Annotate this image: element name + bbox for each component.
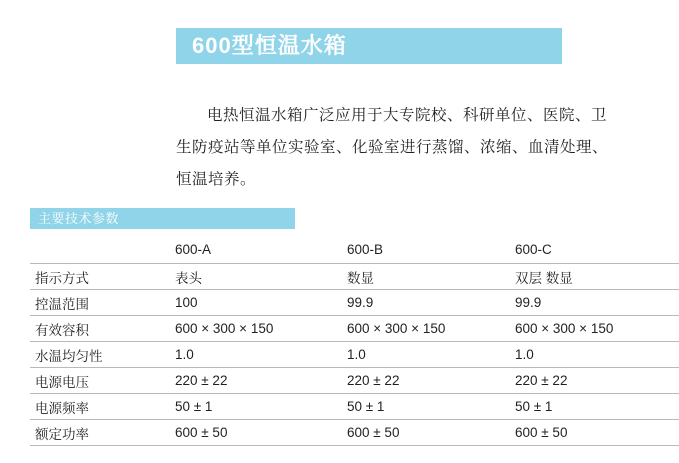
row-value-b: 数显 <box>342 264 510 290</box>
row-value-c: 50 ± 1 <box>510 394 679 420</box>
row-value-c: 双层 数显 <box>510 264 679 290</box>
row-label: 电源频率 <box>30 394 170 420</box>
row-value-b: 99.9 <box>342 290 510 316</box>
row-value-b: 600 × 300 × 150 <box>342 316 510 342</box>
specifications-table <box>30 236 679 446</box>
row-value-c: 99.9 <box>510 290 679 316</box>
section-header-label: 主要技术参数 <box>38 211 120 226</box>
row-value-b: 1.0 <box>342 342 510 368</box>
table-row <box>30 290 679 316</box>
column-header-600-b: 600-B <box>342 236 510 264</box>
row-value-a: 100 <box>170 290 342 316</box>
table-row <box>30 394 679 420</box>
row-label: 有效容积 <box>30 316 170 342</box>
row-value-a: 1.0 <box>170 342 342 368</box>
table-row <box>30 420 679 446</box>
table-row <box>30 316 679 342</box>
table-row <box>30 368 679 394</box>
row-value-c: 1.0 <box>510 342 679 368</box>
row-label: 控温范围 <box>30 290 170 316</box>
table-row <box>30 342 679 368</box>
row-label: 水温均匀性 <box>30 342 170 368</box>
row-value-a: 220 ± 22 <box>170 368 342 394</box>
row-value-a: 表头 <box>170 264 342 290</box>
row-label: 指示方式 <box>30 264 170 290</box>
row-label: 电源电压 <box>30 368 170 394</box>
intro-paragraph: 电热恒温水箱广泛应用于大专院校、科研单位、医院、卫生防疫站等单位实验室、化验室进行蒸馏、浓缩、血清处理、恒温培养。 <box>176 106 609 188</box>
page-title: 600型恒温水箱 <box>192 33 347 58</box>
column-header-600-a: 600-A <box>170 236 342 264</box>
row-value-a: 600 × 300 × 150 <box>170 316 342 342</box>
row-value-b: 600 ± 50 <box>342 420 510 446</box>
column-header-blank <box>30 236 170 264</box>
section-header-bar <box>30 208 295 229</box>
table-row <box>30 264 679 290</box>
row-value-c: 220 ± 22 <box>510 368 679 394</box>
row-value-a: 50 ± 1 <box>170 394 342 420</box>
row-value-c: 600 ± 50 <box>510 420 679 446</box>
column-header-600-c: 600-C <box>510 236 679 264</box>
row-label: 额定功率 <box>30 420 170 446</box>
row-value-b: 50 ± 1 <box>342 394 510 420</box>
row-value-b: 220 ± 22 <box>342 368 510 394</box>
row-value-a: 600 ± 50 <box>170 420 342 446</box>
table-header-row <box>30 236 679 264</box>
row-value-c: 600 × 300 × 150 <box>510 316 679 342</box>
product-title-banner <box>176 28 562 64</box>
